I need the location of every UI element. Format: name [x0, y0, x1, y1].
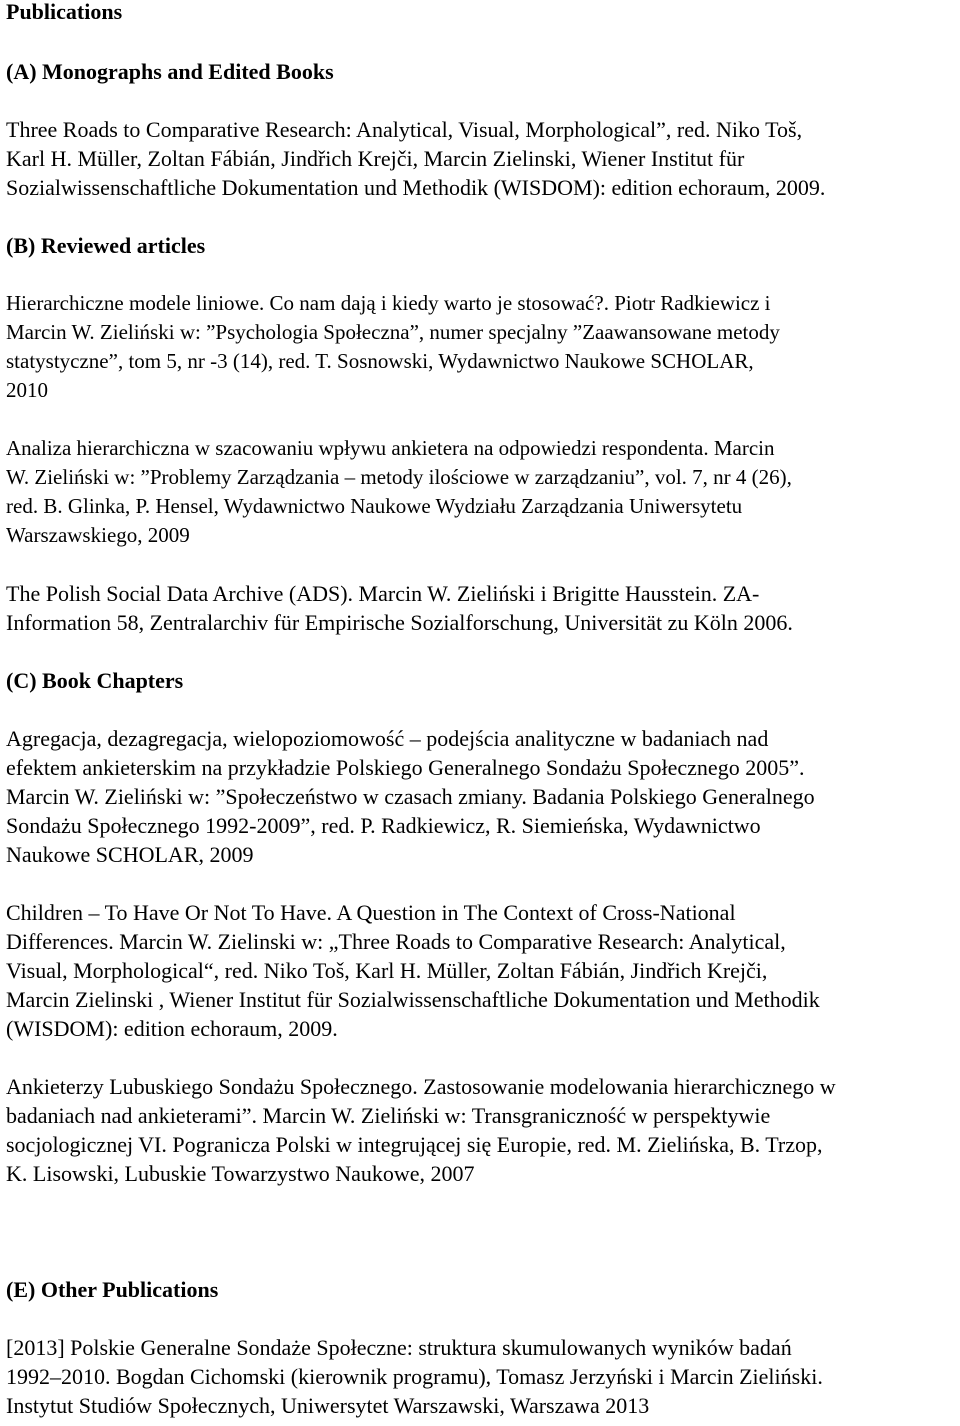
spacer: [6, 869, 960, 898]
entry-line: K. Lisowski, Lubuskie Towarzystwo Naukowe, 2007: [6, 1161, 475, 1186]
spacer: [6, 637, 960, 666]
entry-line: Analiza hierarchiczna w szacowaniu wpływu ankietera na odpowiedzi respondenta. Marcin: [6, 436, 775, 460]
publication-entry: [6, 579, 960, 637]
entry-line: Naukowe SCHOLAR, 2009: [6, 842, 254, 867]
entry-line: Agregacja, dezagregacja, wielopoziomowość – podejścia analityczne w badaniach nad: [6, 726, 769, 751]
publication-entry: [6, 898, 960, 1043]
entry-line: Marcin W. Zieliński w: ”Społeczeństwo w czasach zmiany. Badania Polskiego Generalnego: [6, 784, 815, 809]
spacer: [6, 24, 960, 57]
entry-line: Warszawskiego, 2009: [6, 523, 190, 547]
spacer: [6, 1043, 960, 1072]
section-heading-book-chapters: (C) Book Chapters: [6, 668, 184, 693]
publication-entry: [6, 724, 960, 869]
entry-line: Ankieterzy Lubuskiego Sondażu Społecznego. Zastosowanie modelowania hierarchicznego w: [6, 1074, 836, 1099]
entry-line: Information 58, Zentralarchiv für Empirische Sozialforschung, Universität zu Köln 2006.: [6, 610, 793, 635]
entry-line: efektem ankieterskim na przykładzie Polskiego Generalnego Sondażu Społecznego 2005”.: [6, 755, 805, 780]
entry-line: socjologicznej VI. Pogranicza Polski w integrującej się Europie, red. M. Zielińska, B. Trzop,: [6, 1132, 823, 1157]
spacer: [6, 86, 960, 115]
section-heading-other-publications: (E) Other Publications: [6, 1277, 219, 1302]
entry-line: Marcin W. Zieliński w: ”Psychologia Społeczna”, numer specjalny ”Zaawansowane metody: [6, 320, 780, 344]
spacer: [6, 550, 960, 579]
entry-line: badaniach nad ankieterami”. Marcin W. Zieliński w: Transgraniczność w perspektywie: [6, 1103, 771, 1128]
entry-line: Karl H. Müller, Zoltan Fábián, Jindřich Krejči, Marcin Zielinski, Wiener Institut für: [6, 146, 745, 171]
entry-line: Differences. Marcin W. Zielinski w: „Three Roads to Comparative Research: Analytical,: [6, 929, 786, 954]
entry-line: Sozialwissenschaftliche Dokumentation und Methodik (WISDOM): edition echoraum, 2009.: [6, 175, 826, 200]
spacer: [6, 1188, 960, 1275]
entry-line: Sondażu Społecznego 1992-2009”, red. P. Radkiewicz, R. Siemieńska, Wydawnictwo: [6, 813, 761, 838]
spacer: [6, 202, 960, 231]
publication-entry: [6, 289, 960, 405]
entry-line: W. Zieliński w: ”Problemy Zarządzania – metody ilościowe w zarządzaniu”, vol. 7, nr 4 (26),: [6, 465, 792, 489]
publication-entry: [6, 115, 960, 202]
publication-entry: [6, 434, 960, 550]
page-title: Publications: [6, 0, 123, 24]
publications-document: [6, 0, 960, 1420]
entry-line: Instytut Studiów Społecznych, Uniwersytet Warszawski, Warszawa 2013: [6, 1393, 650, 1418]
entry-line: [2013] Polskie Generalne Sondaże Społeczne: struktura skumulowanych wyników badań: [6, 1335, 792, 1360]
spacer: [6, 405, 960, 434]
section-heading-reviewed-articles: (B) Reviewed articles: [6, 233, 206, 258]
spacer: [6, 1304, 960, 1333]
publication-entry: [6, 1072, 960, 1188]
entry-line: 2010: [6, 378, 48, 402]
entry-line: (WISDOM): edition echoraum, 2009.: [6, 1016, 338, 1041]
section-heading-monographs: (A) Monographs and Edited Books: [6, 59, 334, 84]
entry-line: Hierarchiczne modele liniowe. Co nam dają i kiedy warto je stosować?. Piotr Radkiewicz i: [6, 291, 771, 315]
entry-line: Marcin Zielinski , Wiener Institut für Sozialwissenschaftliche Dokumentation und Methodik: [6, 987, 820, 1012]
entry-line: Three Roads to Comparative Research: Analytical, Visual, Morphological”, red. Niko Toš,: [6, 117, 803, 142]
entry-line: statystyczne”, tom 5, nr -3 (14), red. T. Sosnowski, Wydawnictwo Naukowe SCHOLAR,: [6, 349, 754, 373]
entry-line: Visual, Morphological“, red. Niko Toš, Karl H. Müller, Zoltan Fábián, Jindřich Krejči,: [6, 958, 768, 983]
spacer: [6, 260, 960, 289]
spacer: [6, 695, 960, 724]
publication-entry: [6, 1333, 960, 1420]
entry-line: The Polish Social Data Archive (ADS). Marcin W. Zieliński i Brigitte Hausstein. ZA-: [6, 581, 760, 606]
entry-line: red. B. Glinka, P. Hensel, Wydawnictwo Naukowe Wydziału Zarządzania Uniwersytetu: [6, 494, 743, 518]
entry-line: 1992–2010. Bogdan Cichomski (kierownik programu), Tomasz Jerzyński i Marcin Zieliński.: [6, 1364, 823, 1389]
entry-line: Children – To Have Or Not To Have. A Question in The Context of Cross-National: [6, 900, 736, 925]
